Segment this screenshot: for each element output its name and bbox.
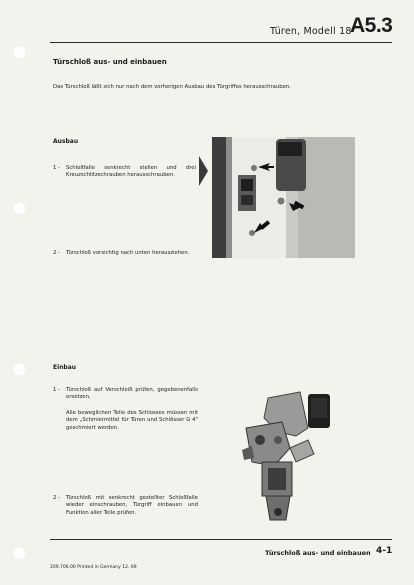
lock-mechanism-photo [238, 388, 338, 528]
lock-photo [212, 137, 355, 258]
ausbau-heading: Ausbau [53, 138, 79, 145]
section-intro: Das Türschloß läßt sich nur nach dem vorherigen Ausbau des Türgriffes herausschrauben. [53, 84, 291, 90]
ausbau-step1-text: Schloßfalle senkrecht stellen und drei Kreuzschlitzschrauben herausschrauben. [66, 165, 196, 179]
page-header [0, 0, 414, 44]
einbau-step1-number: 1 - [53, 387, 60, 393]
binder-hole [13, 547, 26, 560]
section-heading: Türschloß aus- und einbauen [53, 58, 167, 66]
einbau-note: Alle beweglichen Teile des Schlosses müssen mit dem „Schmiermittel für Türen und Schlösser G 4" geschmiert werden. [66, 410, 198, 431]
section-code: A5.3 [350, 14, 393, 37]
ausbau-step2-number: 2 - [53, 250, 60, 256]
header-rule [50, 42, 392, 43]
binder-hole [13, 46, 26, 59]
page-number: 4-1 [376, 546, 393, 556]
einbau-step2-text: Türschloß mit senkrecht gestellter Schloßfalle wieder einschrauben, Türgriff einbauen und Funktion aller Teile prüfen. [66, 495, 198, 516]
ausbau-step2-text: Türschloß vorsichtig nach unten herausziehen. [66, 250, 190, 256]
print-info: 209.706.00 Printed in Germany 12. 69 [50, 565, 137, 570]
einbau-heading: Einbau [53, 364, 77, 371]
footer-rule [50, 539, 392, 540]
einbau-step2-number: 2 - [53, 495, 60, 501]
binder-hole [13, 202, 26, 215]
header-title: Türen, Modell 18 [270, 26, 352, 37]
pointer-triangle [199, 156, 209, 186]
einbau-step1-text: Türschloß auf Verschleiß prüfen, gegebenenfalls ersetzen. [66, 387, 198, 401]
footer-title: Türschloß aus- und einbauen [265, 549, 371, 557]
binder-hole [13, 363, 26, 376]
ausbau-step1-number: 1 - [53, 165, 60, 171]
